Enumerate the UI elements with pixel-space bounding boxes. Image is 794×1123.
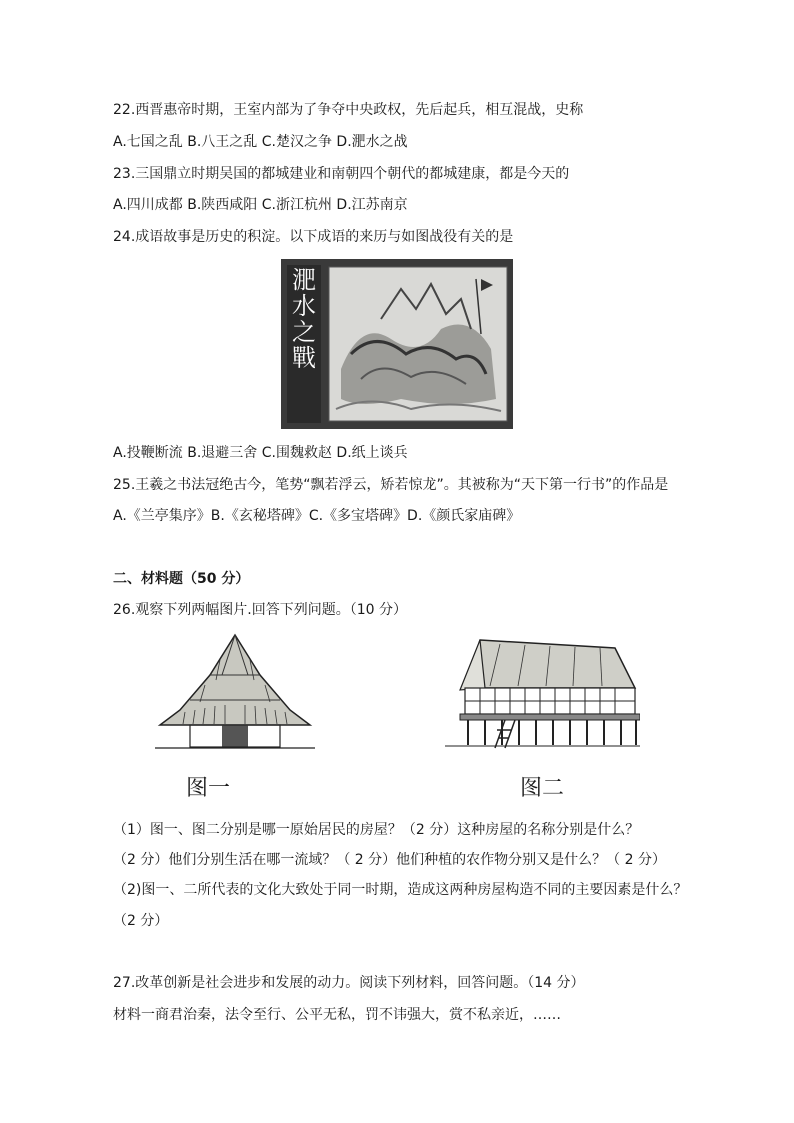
figure-1-hut-drawing <box>150 630 320 760</box>
q24-options: A.投鞭断流 B.退避三舍 C.围魏救赵 D.纸上谈兵 <box>113 445 408 461</box>
q26-stem: 26.观察下列两幅图片.回答下列问题。（10 分） <box>113 602 407 618</box>
q26-part1-line2: （2 分）他们分别生活在哪一流域？（ 2 分）他们种植的农作物分别又是什么？（ 2 分） <box>113 852 666 868</box>
painting-title: 淝水之戰 <box>292 266 316 372</box>
battle-painting-image <box>281 259 513 429</box>
q25-options: A.《兰亭集序》B.《玄秘塔碑》C.《多宝塔碑》D.《颜氏家庙碑》 <box>113 508 521 524</box>
q25-stem: 25.王羲之书法冠绝古今，笔势“飘若浮云，矫若惊龙”。其被称为“天下第一行书”的作品是 <box>113 477 669 493</box>
figure-2-stilt-house-drawing <box>440 630 640 755</box>
q24-stem: 24.成语故事是历史的积淀。以下成语的来历与如图战役有关的是 <box>113 229 514 245</box>
stilt-house-graphic <box>440 630 640 755</box>
figure-1-label: 图一 <box>186 776 231 801</box>
section-2-title: 二、材料题（50 分） <box>113 571 250 587</box>
figure-2-label: 图二 <box>520 776 565 801</box>
q27-stem: 27.改革创新是社会进步和发展的动力。阅读下列材料，回答问题。（14 分） <box>113 975 585 991</box>
q23-options: A.四川成都 B.陕西咸阳 C.浙江杭州 D.江苏南京 <box>113 197 408 213</box>
q23-stem: 23.三国鼎立时期吴国的都城建业和南朝四个朝代的都城建康，都是今天的 <box>113 166 570 182</box>
q26-part1-line1: （1）图一、图二分别是哪一原始居民的房屋？（2 分）这种房屋的名称分别是什么？ <box>113 822 640 838</box>
q26-part2-line2: （2 分） <box>113 913 169 929</box>
q22-stem: 22.西晋惠帝时期，王室内部为了争夺中央政权，先后起兵，相互混战，史称 <box>113 102 584 118</box>
q26-part2-line1: （2)图一、二所代表的文化大致处于同一时期，造成这两种房屋构造不同的主要因素是什么？ <box>113 882 688 898</box>
q27-material: 材料一商君治秦，法令至行、公平无私，罚不讳强大，赏不私亲近，…… <box>113 1007 561 1023</box>
q22-options: A.七国之乱 B.八王之乱 C.楚汉之争 D.淝水之战 <box>113 134 408 150</box>
round-hut-graphic <box>150 630 320 760</box>
